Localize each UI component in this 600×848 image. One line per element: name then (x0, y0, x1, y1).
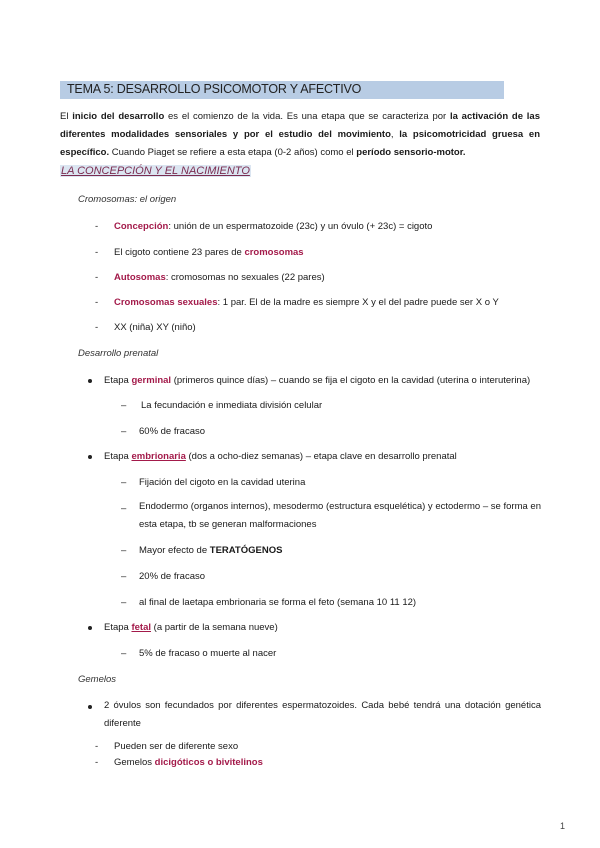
list-item: Fijación del cigoto en la cavidad uterina (139, 477, 306, 488)
dash-marker: – (121, 648, 127, 659)
list-item: Endodermo (organos internos), mesodermo (estructura esquelética) y ectodermo – se forma en esta etapa, tb se generan malformaciones (139, 501, 541, 530)
intro-bold-3: la psicomotricidad gruesa en específico. (60, 129, 540, 158)
list-item (114, 297, 499, 308)
list-item: 5% de fracaso o muerte al nacer (139, 648, 277, 659)
term-embrionaria: embrionaria (131, 451, 186, 462)
term-autosomas: Autosomas (114, 272, 166, 283)
intro-bold-2: la activación de las diferentes modalidades sensoriales y por el estudio del movimiento (60, 111, 540, 140)
list-item: La fecundación e inmediata división celular (141, 400, 323, 411)
term-germinal: germinal (131, 375, 172, 386)
intro-text-1: El (60, 111, 73, 122)
list-item (139, 545, 282, 556)
intro-text-4: Cuando Piaget se refiere a esta etapa (0-2 años) como el (109, 147, 357, 158)
list-item: Pueden ser de diferente sexo (114, 741, 239, 752)
dash-marker: – (121, 545, 127, 556)
intro-bold-4: período sensorio-motor. (356, 147, 466, 158)
item-text: Etapa (104, 622, 132, 633)
list-item (114, 221, 432, 232)
dash-marker: - (95, 741, 99, 752)
bullet-dot (88, 705, 92, 709)
term-concepcion: Concepción (114, 221, 169, 232)
list-item (104, 375, 530, 386)
intro-text-3: , (390, 129, 400, 140)
list-item (104, 622, 278, 633)
subheading-gemelos: Gemelos (78, 674, 117, 685)
dash-marker: – (121, 597, 127, 608)
list-item: 2 óvulos son fecundados por diferentes espermatozoides. Cada bebé tendrá una dotación genética diferente (104, 700, 541, 729)
dash-marker: - (95, 297, 99, 308)
dash-marker: – (121, 426, 127, 437)
subheading-cromosomas: Cromosomas: el origen (78, 194, 177, 205)
term-fetal: fetal (131, 622, 152, 633)
dash-marker: - (95, 322, 99, 333)
item-text: (primeros quince días) – cuando se fija el cigoto en la cavidad (uterina o interuterina) (171, 375, 531, 386)
item-text: : 1 par. El de la madre es siempre X y el del padre puede ser X o Y (217, 297, 499, 308)
bullet-dot (88, 379, 92, 383)
page-number: 1 (560, 821, 566, 831)
dash-marker: – (121, 477, 127, 488)
list-item (104, 451, 457, 462)
list-item (114, 272, 325, 283)
item-text: Mayor efecto de (139, 545, 210, 556)
intro-text-2: es el comienzo de la vida. Es una etapa que se caracteriza por (164, 111, 450, 122)
intro-bold-1: inicio del desarrollo (72, 111, 165, 122)
dash-marker: - (95, 221, 99, 232)
dash-marker: - (95, 247, 99, 258)
item-text: (dos a ocho-diez semanas) – etapa clave en desarrollo prenatal (185, 451, 457, 462)
dash-marker: - (95, 272, 99, 283)
list-item: al final de laetapa embrionaria se forma el feto (semana 10 11 12) (139, 597, 417, 608)
list-item (114, 757, 263, 768)
list-item: 60% de fracaso (139, 426, 206, 437)
term-teratogenos: TERATÓGENOS (209, 545, 283, 556)
item-text: Etapa (104, 375, 132, 386)
bullet-dot (88, 626, 92, 630)
item-text: : cromosomas no sexuales (22 pares) (165, 272, 325, 283)
bullet-dot (88, 455, 92, 459)
list-item: 20% de fracaso (139, 571, 206, 582)
section-heading: LA CONCEPCIÓN Y EL NACIMIENTO (61, 165, 250, 177)
item-text: : unión de un espermatozoide (23c) y un óvulo (+ 23c) = cigoto (168, 221, 433, 232)
document-title: TEMA 5: DESARROLLO PSICOMOTOR Y AFECTIVO (67, 82, 362, 96)
item-text: (a partir de la semana nueve) (151, 622, 278, 633)
subheading-prenatal: Desarrollo prenatal (78, 348, 159, 359)
list-item (114, 247, 304, 258)
item-text: Etapa (104, 451, 132, 462)
list-item: XX (niña) XY (niño) (114, 322, 196, 333)
term-cromosomas-sexuales: Cromosomas sexuales (114, 297, 218, 308)
item-text: El cigoto contiene 23 pares de (114, 247, 245, 258)
dash-marker: – (121, 503, 127, 514)
dash-marker: - (95, 757, 99, 768)
dash-marker: – (121, 400, 127, 411)
term-cromosomas: cromosomas (244, 247, 304, 258)
dash-marker: – (121, 571, 127, 582)
term-dicigoticos: dicigóticos o bivitelinos (154, 757, 263, 768)
item-text: Gemelos (114, 757, 155, 768)
intro-paragraph (60, 108, 540, 162)
